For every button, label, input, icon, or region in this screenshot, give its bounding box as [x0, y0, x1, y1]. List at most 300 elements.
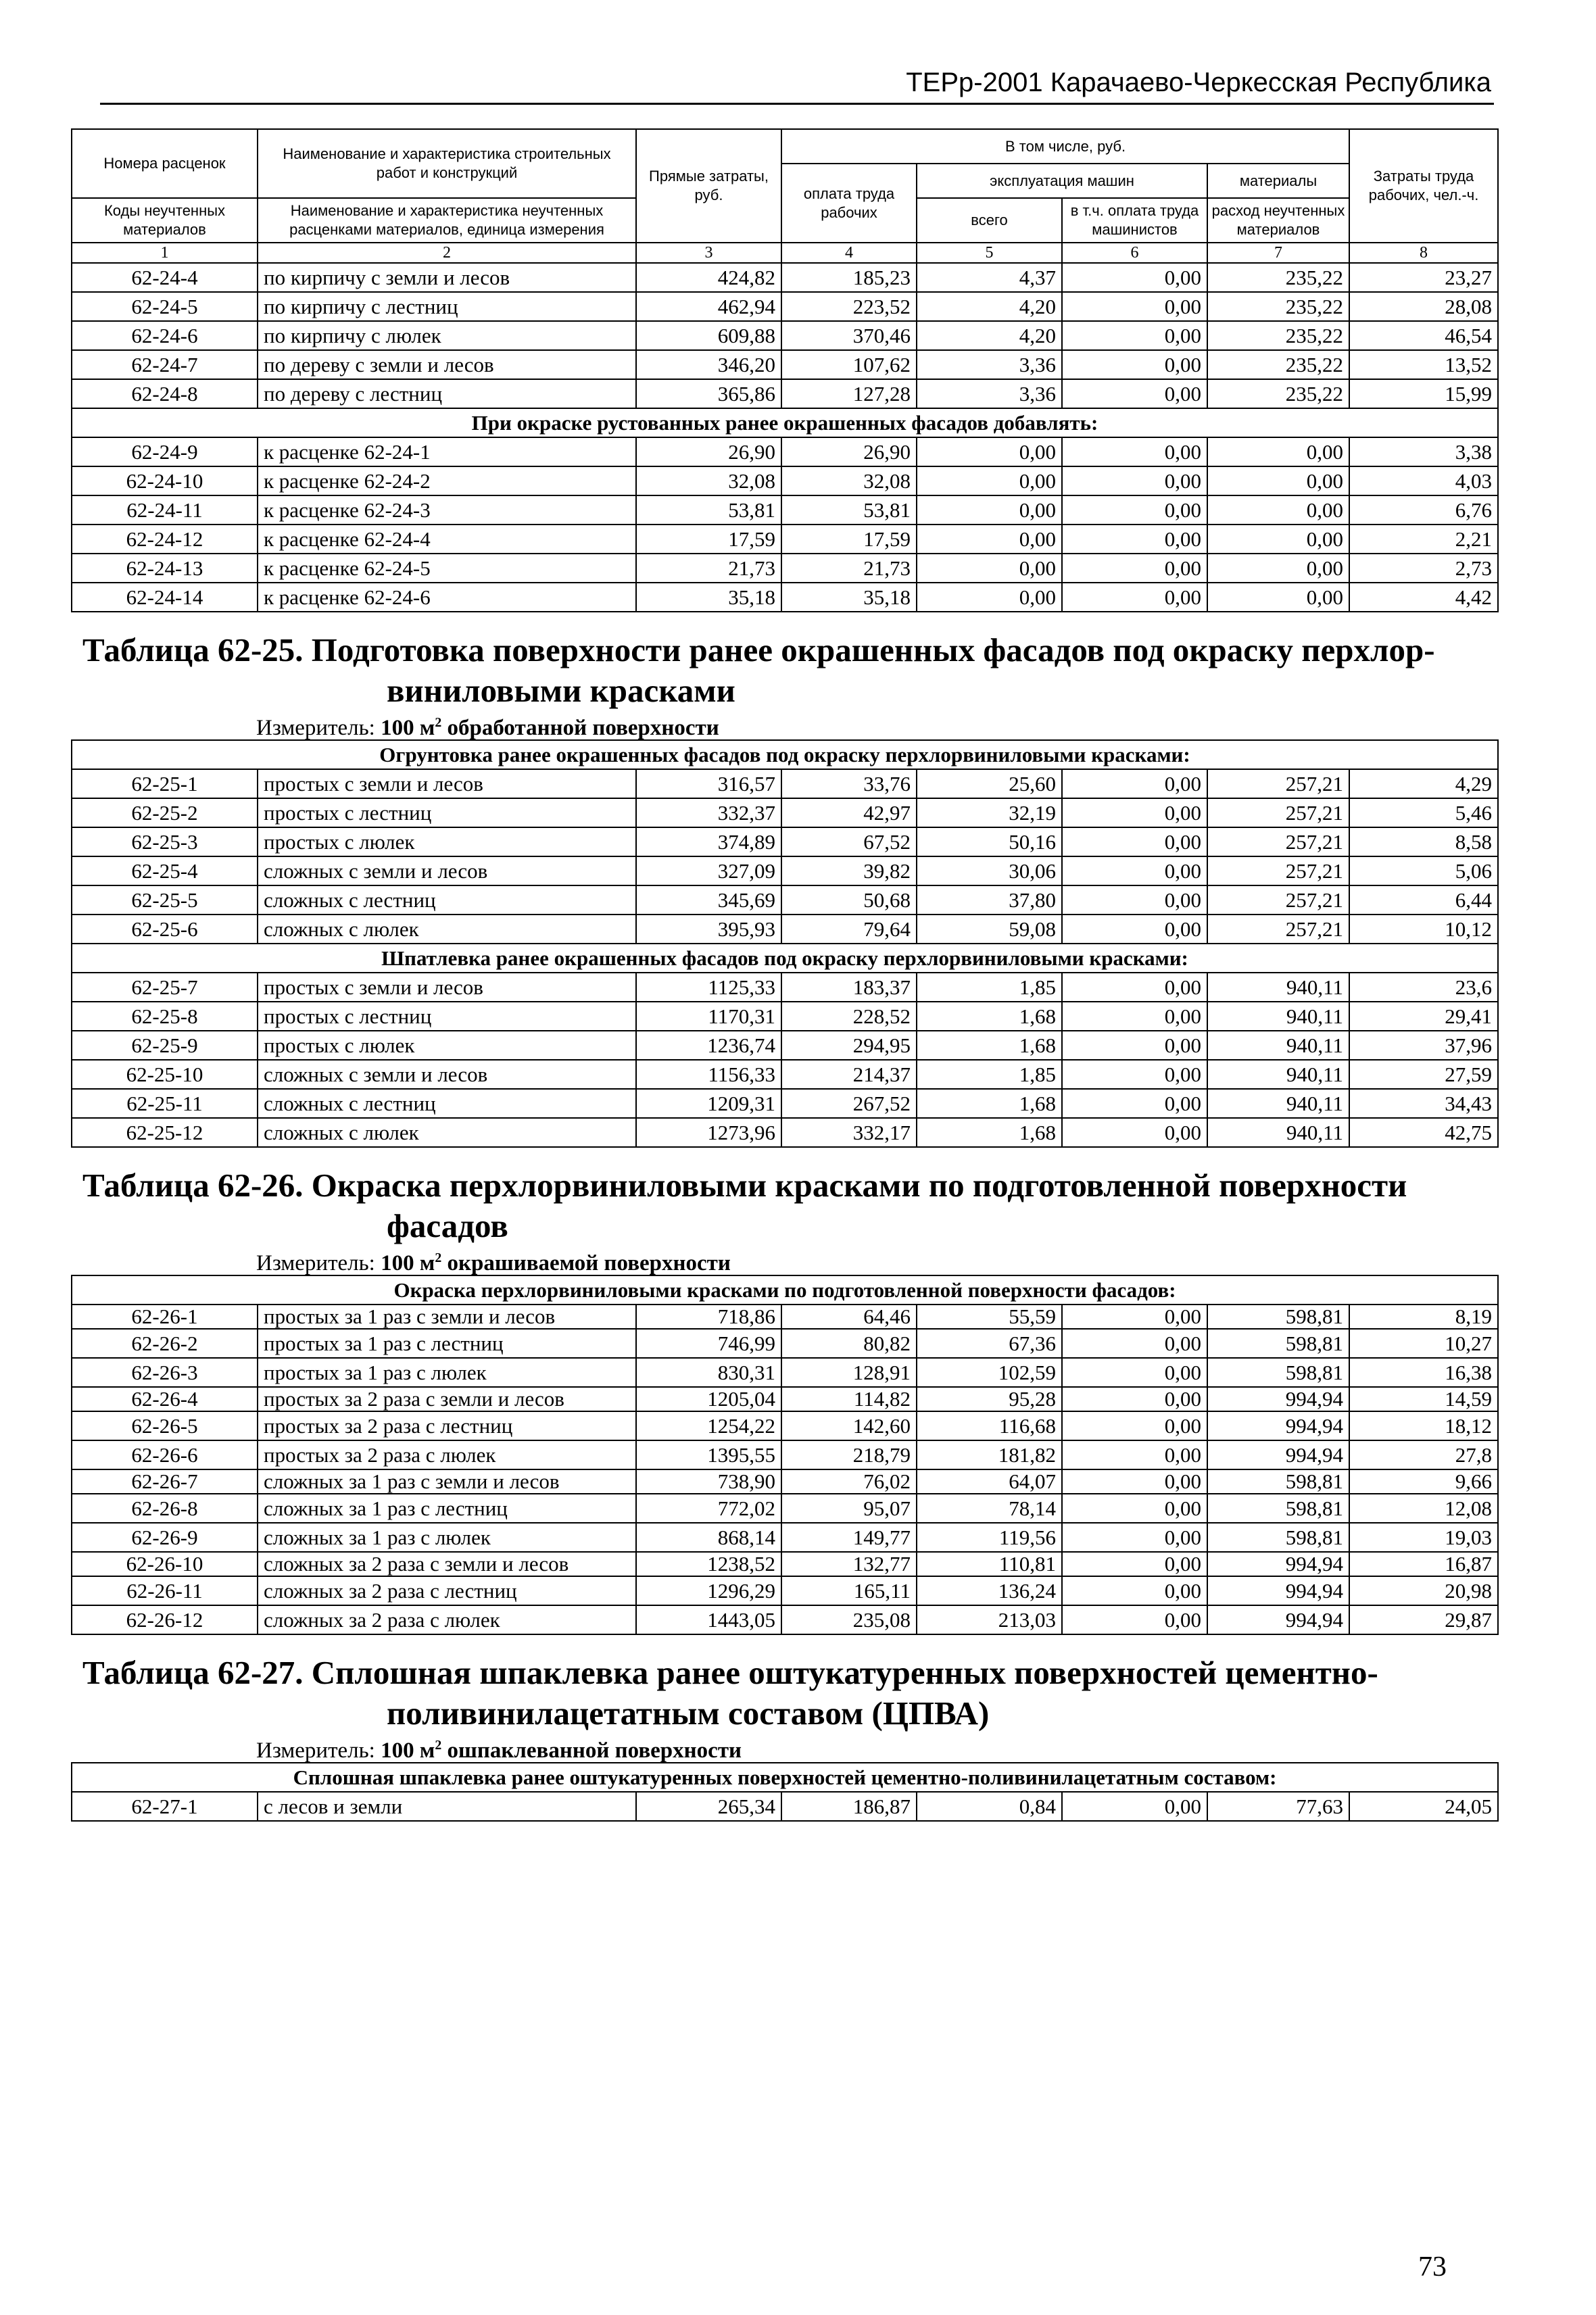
- machines-wages: 0,00: [1062, 1523, 1207, 1552]
- measure-sup: 2: [435, 1738, 442, 1753]
- work-name: простых с люлек: [258, 1031, 636, 1060]
- materials: 598,81: [1207, 1329, 1349, 1358]
- wages: 42,97: [781, 798, 917, 827]
- rate-code: 62-27-1: [72, 1792, 258, 1821]
- labor-hours: 14,59: [1349, 1387, 1498, 1411]
- col-header-name-top: Наименование и характеристика строительных работ и конструкций: [258, 129, 636, 198]
- machines-wages: 0,00: [1062, 1552, 1207, 1576]
- table-title-line-2: поливинилацетатным составом (ЦПВА): [387, 1695, 990, 1732]
- work-name: к расценке 62-24-6: [258, 583, 636, 612]
- rate-code: 62-24-4: [72, 263, 258, 292]
- rate-code: 62-24-13: [72, 554, 258, 583]
- col-header-codes-bottom: Коды неучтенных материалов: [72, 198, 258, 243]
- work-name: простых с лестниц: [258, 1002, 636, 1031]
- materials: 0,00: [1207, 525, 1349, 554]
- machines-total: 119,56: [917, 1523, 1062, 1552]
- rate-code: 62-26-1: [72, 1305, 258, 1329]
- materials: 235,22: [1207, 379, 1349, 408]
- wages: 17,59: [781, 525, 917, 554]
- work-name: простых за 2 раза с люлек: [258, 1440, 636, 1469]
- table-row: [72, 1089, 1498, 1118]
- table-title-line-1: Таблица 62-26. Окраска перхлорвиниловыми красками по подготовленной поверхности: [82, 1167, 1407, 1204]
- table-row: [72, 1576, 1498, 1605]
- measure-unit: [72, 711, 1498, 740]
- labor-hours: 23,27: [1349, 263, 1498, 292]
- work-name: к расценке 62-24-1: [258, 437, 636, 466]
- section-row: [72, 1275, 1498, 1305]
- labor-hours: 18,12: [1349, 1411, 1498, 1440]
- table-row: [72, 769, 1498, 798]
- col-header-name-bottom: Наименование и характеристика неучтенных расценками материалов, единица измерения: [258, 198, 636, 243]
- work-name: простых с лестниц: [258, 798, 636, 827]
- measure-value: 100 м: [381, 1738, 435, 1763]
- table-title-line-2: виниловыми красками: [387, 672, 735, 709]
- wages: 294,95: [781, 1031, 917, 1060]
- rate-code: 62-25-3: [72, 827, 258, 856]
- table-row: [72, 973, 1498, 1002]
- measure-label: Измеритель:: [256, 1251, 381, 1275]
- work-name: простых за 2 раза с земли и лесов: [258, 1387, 636, 1411]
- table-row: [72, 292, 1498, 321]
- table-row: [72, 466, 1498, 495]
- direct-costs: 35,18: [636, 583, 781, 612]
- labor-hours: 29,87: [1349, 1605, 1498, 1634]
- rate-code: 62-26-10: [72, 1552, 258, 1576]
- materials: 235,22: [1207, 292, 1349, 321]
- table-title-text: [77, 1653, 1493, 1734]
- table-title-line-1: Таблица 62-27. Сплошная шпаклевка ранее оштукатуренных поверхностей цементно-: [82, 1654, 1378, 1691]
- direct-costs: 738,90: [636, 1469, 781, 1494]
- machines-total: 213,03: [917, 1605, 1062, 1634]
- measure-rest: ошпаклеванной поверхности: [441, 1738, 742, 1763]
- measure-text: [77, 1734, 1493, 1762]
- rate-code: 62-26-2: [72, 1329, 258, 1358]
- materials: 257,21: [1207, 769, 1349, 798]
- work-name: к расценке 62-24-3: [258, 495, 636, 525]
- direct-costs: 21,73: [636, 554, 781, 583]
- section-heading: Шпатлевка ранее окрашенных фасадов под окраску перхлорвиниловыми красками:: [72, 944, 1498, 973]
- wages: 67,52: [781, 827, 917, 856]
- wages: 50,68: [781, 885, 917, 915]
- direct-costs: 374,89: [636, 827, 781, 856]
- table-row: [72, 554, 1498, 583]
- spacer: [72, 1147, 1498, 1165]
- materials: 598,81: [1207, 1305, 1349, 1329]
- work-name: сложных с люлек: [258, 915, 636, 944]
- section-row: [72, 944, 1498, 973]
- table-row: [72, 1358, 1498, 1387]
- materials: 940,11: [1207, 973, 1349, 1002]
- direct-costs: 332,37: [636, 798, 781, 827]
- measure-value: 100 м: [381, 716, 435, 740]
- labor-hours: 13,52: [1349, 350, 1498, 379]
- measure-label: Измеритель:: [256, 716, 381, 740]
- table-title-text: [77, 1165, 1493, 1246]
- machines-wages: 0,00: [1062, 973, 1207, 1002]
- machines-total: 1,68: [917, 1118, 1062, 1147]
- direct-costs: 830,31: [636, 1358, 781, 1387]
- labor-hours: 6,76: [1349, 495, 1498, 525]
- labor-hours: 9,66: [1349, 1469, 1498, 1494]
- direct-costs: 1254,22: [636, 1411, 781, 1440]
- table-row: [72, 1523, 1498, 1552]
- work-name: с лесов и земли: [258, 1792, 636, 1821]
- wages: 332,17: [781, 1118, 917, 1147]
- direct-costs: 1236,74: [636, 1031, 781, 1060]
- rate-code: 62-25-12: [72, 1118, 258, 1147]
- direct-costs: 365,86: [636, 379, 781, 408]
- section-row: [72, 740, 1498, 769]
- rate-code: 62-25-4: [72, 856, 258, 885]
- machines-total: 0,00: [917, 525, 1062, 554]
- table-row: [72, 321, 1498, 350]
- machines-wages: 0,00: [1062, 525, 1207, 554]
- rate-code: 62-26-12: [72, 1605, 258, 1634]
- direct-costs: 53,81: [636, 495, 781, 525]
- materials: 598,81: [1207, 1469, 1349, 1494]
- table-row: [72, 1411, 1498, 1440]
- labor-hours: 5,06: [1349, 856, 1498, 885]
- labor-hours: 2,21: [1349, 525, 1498, 554]
- materials: 235,22: [1207, 350, 1349, 379]
- rates-table: [71, 128, 1499, 1822]
- materials: 994,94: [1207, 1440, 1349, 1469]
- measure-rest: обработанной поверхности: [441, 716, 719, 740]
- direct-costs: 746,99: [636, 1329, 781, 1358]
- table-row: [72, 379, 1498, 408]
- labor-hours: 4,03: [1349, 466, 1498, 495]
- table-row: [72, 1440, 1498, 1469]
- work-name: к расценке 62-24-2: [258, 466, 636, 495]
- rate-code: 62-26-6: [72, 1440, 258, 1469]
- work-name: к расценке 62-24-4: [258, 525, 636, 554]
- machines-wages: 0,00: [1062, 1305, 1207, 1329]
- table-row: [72, 1002, 1498, 1031]
- machines-wages: 0,00: [1062, 915, 1207, 944]
- work-name: по кирпичу с лестниц: [258, 292, 636, 321]
- section-row: [72, 408, 1498, 437]
- machines-wages: 0,00: [1062, 1411, 1207, 1440]
- page-number: 73: [1418, 2251, 1447, 2283]
- materials: 0,00: [1207, 495, 1349, 525]
- direct-costs: 395,93: [636, 915, 781, 944]
- rate-code: 62-25-7: [72, 973, 258, 1002]
- col-header-materials: материалы: [1207, 164, 1349, 198]
- table-title: [72, 1165, 1498, 1246]
- machines-total: 30,06: [917, 856, 1062, 885]
- section-heading: Огрунтовка ранее окрашенных фасадов под окраску перхлорвиниловыми красками:: [72, 740, 1498, 769]
- machines-total: 4,20: [917, 292, 1062, 321]
- table-title-text: [77, 630, 1493, 711]
- machines-total: 50,16: [917, 827, 1062, 856]
- machines-total: 0,84: [917, 1792, 1062, 1821]
- direct-costs: 609,88: [636, 321, 781, 350]
- measure-text: [77, 711, 1493, 739]
- wages: 35,18: [781, 583, 917, 612]
- direct-costs: 346,20: [636, 350, 781, 379]
- labor-hours: 34,43: [1349, 1089, 1498, 1118]
- wages: 64,46: [781, 1305, 917, 1329]
- col-header-direct: Прямые затраты, руб.: [636, 129, 781, 243]
- measure-label: Измеритель:: [256, 1738, 381, 1763]
- col-header-machines-wages: в т.ч. оплата труда машинистов: [1062, 198, 1207, 243]
- rate-code: 62-25-8: [72, 1002, 258, 1031]
- machines-total: 37,80: [917, 885, 1062, 915]
- measure-row: [72, 711, 1498, 740]
- labor-hours: 27,59: [1349, 1060, 1498, 1089]
- rate-code: 62-26-4: [72, 1387, 258, 1411]
- wages: 218,79: [781, 1440, 917, 1469]
- measure-text: [77, 1246, 1493, 1275]
- machines-wages: 0,00: [1062, 1089, 1207, 1118]
- work-name: сложных с земли и лесов: [258, 1060, 636, 1089]
- materials: 994,94: [1207, 1387, 1349, 1411]
- machines-total: 116,68: [917, 1411, 1062, 1440]
- table-row: [72, 1494, 1498, 1523]
- rate-code: 62-24-7: [72, 350, 258, 379]
- col-header-materials-unaccounted: расход неучтенных материалов: [1207, 198, 1349, 243]
- rate-code: 62-25-10: [72, 1060, 258, 1089]
- col-header-wages: оплата труда рабочих: [781, 164, 917, 243]
- wages: 214,37: [781, 1060, 917, 1089]
- materials: 940,11: [1207, 1031, 1349, 1060]
- rate-code: 62-24-14: [72, 583, 258, 612]
- wages: 186,87: [781, 1792, 917, 1821]
- table-row: [72, 1605, 1498, 1634]
- work-name: сложных с земли и лесов: [258, 856, 636, 885]
- table-row: [72, 350, 1498, 379]
- column-number: 4: [781, 243, 917, 263]
- materials: 0,00: [1207, 466, 1349, 495]
- machines-total: 4,37: [917, 263, 1062, 292]
- col-header-machines: эксплуатация машин: [917, 164, 1207, 198]
- machines-total: 64,07: [917, 1469, 1062, 1494]
- work-name: простых за 1 раз с лестниц: [258, 1329, 636, 1358]
- direct-costs: 327,09: [636, 856, 781, 885]
- work-name: сложных за 1 раз с лестниц: [258, 1494, 636, 1523]
- wages: 32,08: [781, 466, 917, 495]
- machines-wages: 0,00: [1062, 769, 1207, 798]
- materials: 235,22: [1207, 263, 1349, 292]
- rate-code: 62-26-11: [72, 1576, 258, 1605]
- materials: 940,11: [1207, 1002, 1349, 1031]
- machines-total: 0,00: [917, 554, 1062, 583]
- materials: 0,00: [1207, 437, 1349, 466]
- labor-hours: 15,99: [1349, 379, 1498, 408]
- work-name: сложных за 1 раз с люлек: [258, 1523, 636, 1552]
- column-number: 6: [1062, 243, 1207, 263]
- rate-code: 62-25-6: [72, 915, 258, 944]
- rates-table-body: [72, 129, 1498, 1821]
- labor-hours: 12,08: [1349, 1494, 1498, 1523]
- machines-total: 3,36: [917, 350, 1062, 379]
- rate-code: 62-25-5: [72, 885, 258, 915]
- materials: 257,21: [1207, 827, 1349, 856]
- materials: 598,81: [1207, 1358, 1349, 1387]
- wages: 33,76: [781, 769, 917, 798]
- table-title-line-2: фасадов: [387, 1207, 508, 1244]
- column-number: 5: [917, 243, 1062, 263]
- table-title: [72, 1653, 1498, 1734]
- table-row: [72, 856, 1498, 885]
- materials: 0,00: [1207, 583, 1349, 612]
- column-number: 1: [72, 243, 258, 263]
- materials: 940,11: [1207, 1118, 1349, 1147]
- labor-hours: 10,27: [1349, 1329, 1498, 1358]
- table-row: [72, 1552, 1498, 1576]
- col-header-codes-top: Номера расценок: [72, 129, 258, 198]
- table-row: [72, 1329, 1498, 1358]
- machines-total: 1,68: [917, 1089, 1062, 1118]
- rate-code: 62-24-8: [72, 379, 258, 408]
- wages: 95,07: [781, 1494, 917, 1523]
- work-name: простых за 1 раз с земли и лесов: [258, 1305, 636, 1329]
- labor-hours: 8,58: [1349, 827, 1498, 856]
- machines-total: 59,08: [917, 915, 1062, 944]
- labor-hours: 24,05: [1349, 1792, 1498, 1821]
- rate-code: 62-26-9: [72, 1523, 258, 1552]
- machines-wages: 0,00: [1062, 1792, 1207, 1821]
- direct-costs: 1443,05: [636, 1605, 781, 1634]
- rate-code: 62-24-12: [72, 525, 258, 554]
- rate-code: 62-25-11: [72, 1089, 258, 1118]
- table-row: [72, 1031, 1498, 1060]
- table-row: [72, 1792, 1498, 1821]
- direct-costs: 26,90: [636, 437, 781, 466]
- direct-costs: 868,14: [636, 1523, 781, 1552]
- table-row: [72, 1305, 1498, 1329]
- direct-costs: 772,02: [636, 1494, 781, 1523]
- measure-value: 100 м: [381, 1251, 435, 1275]
- materials: 940,11: [1207, 1089, 1349, 1118]
- spacer: [72, 1634, 1498, 1653]
- machines-wages: 0,00: [1062, 292, 1207, 321]
- machines-wages: 0,00: [1062, 1358, 1207, 1387]
- work-name: простых за 2 раза с лестниц: [258, 1411, 636, 1440]
- machines-total: 102,59: [917, 1358, 1062, 1387]
- machines-total: 25,60: [917, 769, 1062, 798]
- measure-row: [72, 1734, 1498, 1763]
- machines-total: 136,24: [917, 1576, 1062, 1605]
- materials: 994,94: [1207, 1605, 1349, 1634]
- col-header-labor: Затраты труда рабочих, чел.-ч.: [1349, 129, 1498, 243]
- direct-costs: 1209,31: [636, 1089, 781, 1118]
- machines-wages: 0,00: [1062, 466, 1207, 495]
- machines-wages: 0,00: [1062, 1494, 1207, 1523]
- wages: 107,62: [781, 350, 917, 379]
- direct-costs: 462,94: [636, 292, 781, 321]
- wages: 80,82: [781, 1329, 917, 1358]
- labor-hours: 4,42: [1349, 583, 1498, 612]
- direct-costs: 345,69: [636, 885, 781, 915]
- labor-hours: 23,6: [1349, 973, 1498, 1002]
- column-number: 2: [258, 243, 636, 263]
- labor-hours: 10,12: [1349, 915, 1498, 944]
- machines-total: 110,81: [917, 1552, 1062, 1576]
- work-name: сложных за 1 раз с земли и лесов: [258, 1469, 636, 1494]
- machines-total: 1,68: [917, 1031, 1062, 1060]
- machines-wages: 0,00: [1062, 827, 1207, 856]
- machines-total: 0,00: [917, 583, 1062, 612]
- machines-wages: 0,00: [1062, 1002, 1207, 1031]
- direct-costs: 1296,29: [636, 1576, 781, 1605]
- wages: 132,77: [781, 1552, 917, 1576]
- machines-wages: 0,00: [1062, 1387, 1207, 1411]
- table-row: [72, 885, 1498, 915]
- work-name: сложных с люлек: [258, 1118, 636, 1147]
- work-name: к расценке 62-24-5: [258, 554, 636, 583]
- work-name: сложных за 2 раза с лестниц: [258, 1576, 636, 1605]
- direct-costs: 1238,52: [636, 1552, 781, 1576]
- labor-hours: 16,38: [1349, 1358, 1498, 1387]
- table-header-row-1: [72, 129, 1498, 164]
- table-row: [72, 263, 1498, 292]
- machines-wages: 0,00: [1062, 1605, 1207, 1634]
- labor-hours: 6,44: [1349, 885, 1498, 915]
- table-row: [72, 1387, 1498, 1411]
- wages: 183,37: [781, 973, 917, 1002]
- labor-hours: 2,73: [1349, 554, 1498, 583]
- machines-wages: 0,00: [1062, 495, 1207, 525]
- materials: 257,21: [1207, 885, 1349, 915]
- rate-code: 62-24-9: [72, 437, 258, 466]
- wages: 21,73: [781, 554, 917, 583]
- wages: 53,81: [781, 495, 917, 525]
- direct-costs: 424,82: [636, 263, 781, 292]
- rate-code: 62-26-3: [72, 1358, 258, 1387]
- col-header-machines-total: всего: [917, 198, 1062, 243]
- measure-sup: 2: [435, 1250, 442, 1265]
- machines-wages: 0,00: [1062, 856, 1207, 885]
- direct-costs: 265,34: [636, 1792, 781, 1821]
- materials: 598,81: [1207, 1494, 1349, 1523]
- table-row: [72, 525, 1498, 554]
- labor-hours: 27,8: [1349, 1440, 1498, 1469]
- work-name: сложных за 2 раза с люлек: [258, 1605, 636, 1634]
- materials: 77,63: [1207, 1792, 1349, 1821]
- rate-code: 62-25-9: [72, 1031, 258, 1060]
- rate-code: 62-25-2: [72, 798, 258, 827]
- machines-total: 1,68: [917, 1002, 1062, 1031]
- spacer-row: [72, 1147, 1498, 1165]
- machines-wages: 0,00: [1062, 583, 1207, 612]
- machines-wages: 0,00: [1062, 1440, 1207, 1469]
- machines-wages: 0,00: [1062, 554, 1207, 583]
- labor-hours: 4,29: [1349, 769, 1498, 798]
- wages: 235,08: [781, 1605, 917, 1634]
- direct-costs: 1170,31: [636, 1002, 781, 1031]
- labor-hours: 5,46: [1349, 798, 1498, 827]
- wages: 223,52: [781, 292, 917, 321]
- machines-total: 181,82: [917, 1440, 1062, 1469]
- work-name: по дереву с земли и лесов: [258, 350, 636, 379]
- measure-sup: 2: [435, 715, 442, 730]
- machines-total: 1,85: [917, 1060, 1062, 1089]
- measure-unit: [72, 1734, 1498, 1763]
- wages: 228,52: [781, 1002, 917, 1031]
- direct-costs: 17,59: [636, 525, 781, 554]
- wages: 114,82: [781, 1387, 917, 1411]
- rate-code: 62-24-10: [72, 466, 258, 495]
- direct-costs: 1156,33: [636, 1060, 781, 1089]
- work-name: по кирпичу с люлек: [258, 321, 636, 350]
- spacer-row: [72, 1634, 1498, 1653]
- col-header-incl: В том числе, руб.: [781, 129, 1349, 164]
- materials: 235,22: [1207, 321, 1349, 350]
- machines-wages: 0,00: [1062, 1031, 1207, 1060]
- materials: 0,00: [1207, 554, 1349, 583]
- machines-total: 0,00: [917, 437, 1062, 466]
